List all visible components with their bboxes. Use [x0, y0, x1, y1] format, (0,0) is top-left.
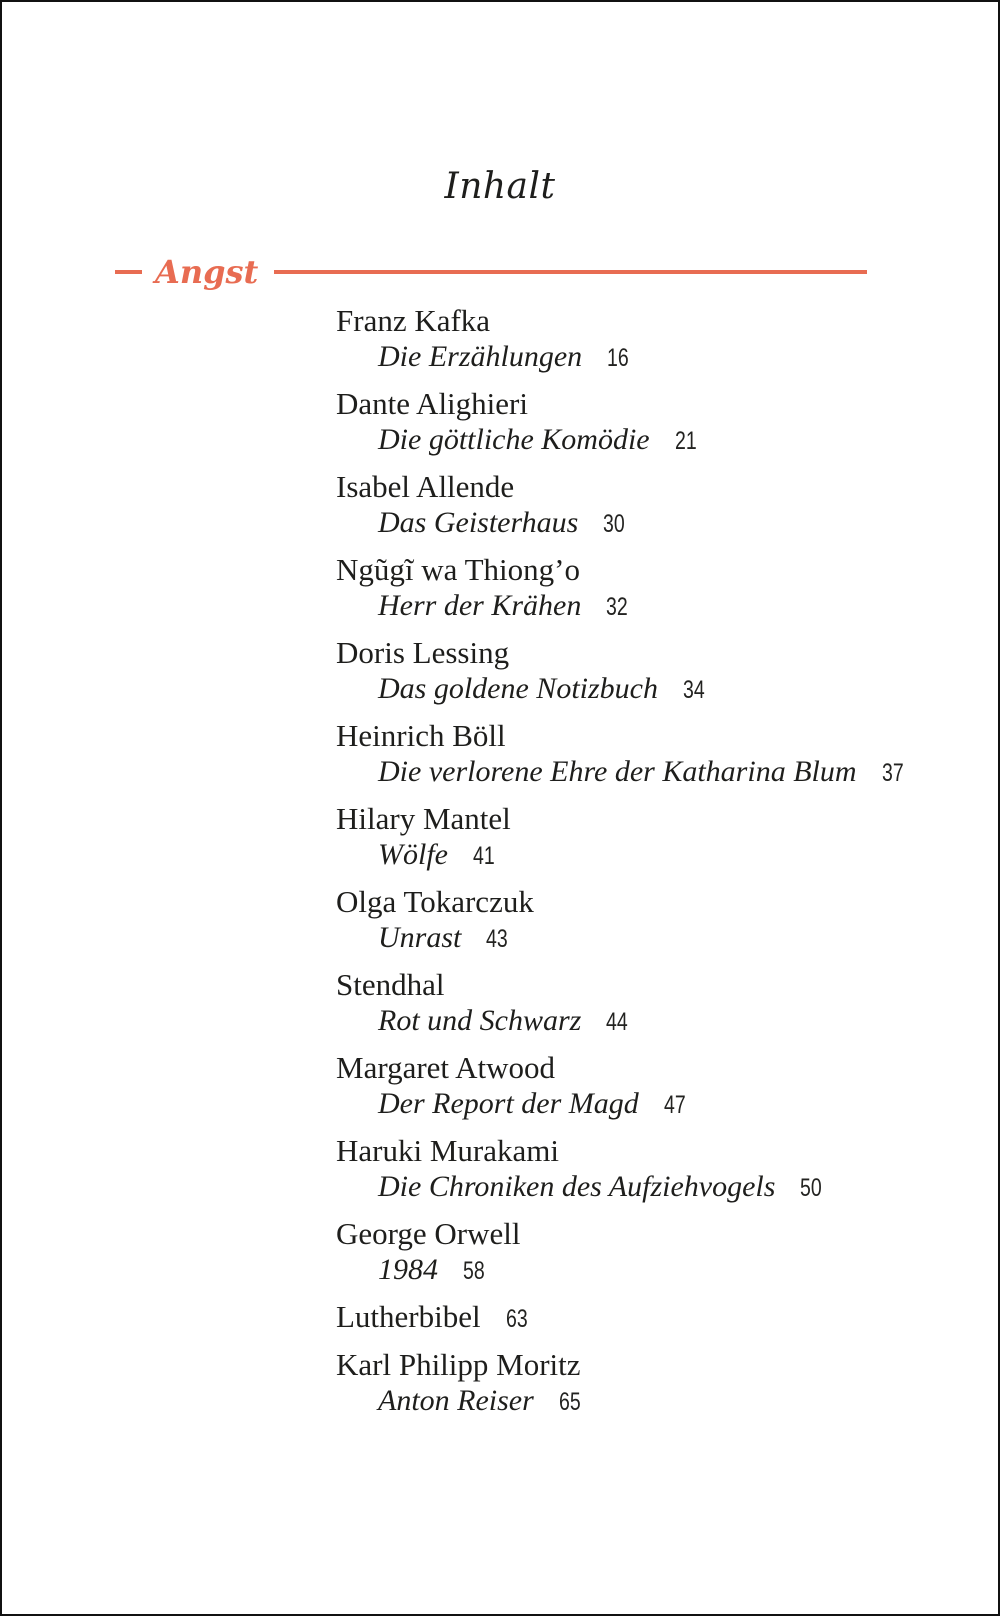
- entry-author-line: [336, 1133, 968, 1169]
- entry-work-line: [336, 1086, 968, 1123]
- toc-entry: [336, 1050, 968, 1123]
- toc-entry: [336, 801, 968, 874]
- entry-work-line: [336, 1383, 968, 1420]
- toc-list: [336, 303, 968, 1430]
- toc-entry: [336, 469, 968, 542]
- entry-work-title: Rot und Schwarz: [378, 1004, 582, 1037]
- entry-author-line: [336, 552, 968, 588]
- toc-entry: [336, 967, 968, 1040]
- entry-work-line: [336, 837, 968, 874]
- entry-author-line: [336, 884, 968, 920]
- entry-work-line: [336, 588, 968, 625]
- entry-author: Stendhal: [336, 967, 445, 1002]
- entry-page-number: 65: [558, 1388, 581, 1416]
- entry-author: George Orwell: [336, 1216, 521, 1251]
- entry-work-title: Anton Reiser: [378, 1384, 534, 1417]
- entry-work-line: [336, 671, 968, 708]
- entry-author: Dante Alighieri: [336, 386, 528, 421]
- entry-page-number: 58: [463, 1257, 485, 1285]
- entry-author-line: [336, 1299, 968, 1337]
- entry-author: Lutherbibel: [336, 1299, 481, 1334]
- entry-page-number: 32: [606, 593, 629, 621]
- entry-page-number: 50: [800, 1174, 823, 1202]
- entry-author-line: [336, 718, 968, 754]
- entry-work-title: Die göttliche Komödie: [378, 423, 650, 456]
- entry-work-line: [336, 920, 968, 957]
- section-heading: [115, 250, 867, 294]
- toc-entry: [336, 552, 968, 625]
- entry-work-title: Herr der Krähen: [378, 589, 582, 622]
- entry-work-line: [336, 754, 968, 791]
- entry-work-title: Das Geisterhaus: [378, 506, 579, 539]
- entry-author: Franz Kafka: [336, 303, 491, 338]
- toc-entry: [336, 1133, 968, 1206]
- section-long-rule: [274, 270, 867, 274]
- entry-author: Doris Lessing: [336, 635, 510, 670]
- entry-author: Ngũgĩ wa Thiong’o: [336, 552, 580, 587]
- entry-author-line: [336, 1216, 968, 1252]
- entry-author: Hilary Mantel: [336, 801, 511, 836]
- toc-entry: [336, 884, 968, 957]
- entry-page-number: 47: [663, 1091, 686, 1119]
- entry-author-line: [336, 469, 968, 505]
- entry-work-title: Die verlorene Ehre der Katharina Blum: [378, 755, 857, 788]
- entry-work-line: [336, 1003, 968, 1040]
- entry-work-title: Die Erzählungen: [378, 340, 583, 373]
- entry-author-line: [336, 801, 968, 837]
- toc-entry: [336, 635, 968, 708]
- section-dash-rule: [115, 270, 142, 274]
- entry-author-line: [336, 386, 968, 422]
- toc-entry: [336, 303, 968, 376]
- toc-entry: [336, 1299, 968, 1337]
- entry-author-line: [336, 635, 968, 671]
- entry-work-title: Der Report der Magd: [378, 1087, 639, 1120]
- entry-page-number: 30: [603, 510, 625, 538]
- entry-author-line: [336, 303, 968, 339]
- entry-work-line: [336, 1252, 968, 1289]
- entry-work-title: 1984: [378, 1253, 438, 1286]
- entry-author-line: [336, 1347, 968, 1383]
- entry-page-number: 37: [881, 759, 904, 787]
- entry-author: Heinrich Böll: [336, 718, 506, 753]
- toc-entry: [336, 1216, 968, 1289]
- entry-author: Olga Tokarczuk: [336, 884, 534, 919]
- entry-work-line: [336, 422, 968, 459]
- entry-page-number: 34: [682, 676, 705, 704]
- entry-work-title: Das goldene Notizbuch: [378, 672, 658, 705]
- toc-entry: [336, 386, 968, 459]
- entry-work-title: Unrast: [378, 921, 462, 954]
- section-label: Angst: [155, 253, 259, 291]
- toc-entry: [336, 718, 968, 791]
- entry-author-line: [336, 1050, 968, 1086]
- entry-page-number: 43: [486, 925, 509, 953]
- entry-author: Isabel Allende: [336, 469, 515, 504]
- entry-author: Haruki Murakami: [336, 1133, 559, 1168]
- page-title: Inhalt: [444, 166, 556, 207]
- entry-author: Karl Philipp Moritz: [336, 1347, 581, 1382]
- entry-page-number: 16: [607, 344, 629, 372]
- entry-work-line: [336, 339, 968, 376]
- entry-work-line: [336, 505, 968, 542]
- entry-page-number: 63: [505, 1305, 528, 1333]
- entry-work-line: [336, 1169, 968, 1206]
- entry-page-number: 21: [674, 427, 697, 455]
- entry-page-number: 44: [606, 1008, 629, 1036]
- entry-author-line: [336, 967, 968, 1003]
- entry-work-title: Die Chroniken des Aufziehvogels: [378, 1170, 776, 1203]
- entry-page-number: 41: [472, 842, 495, 870]
- entry-work-title: Wölfe: [378, 838, 448, 871]
- entry-author: Margaret Atwood: [336, 1050, 555, 1085]
- toc-entry: [336, 1347, 968, 1420]
